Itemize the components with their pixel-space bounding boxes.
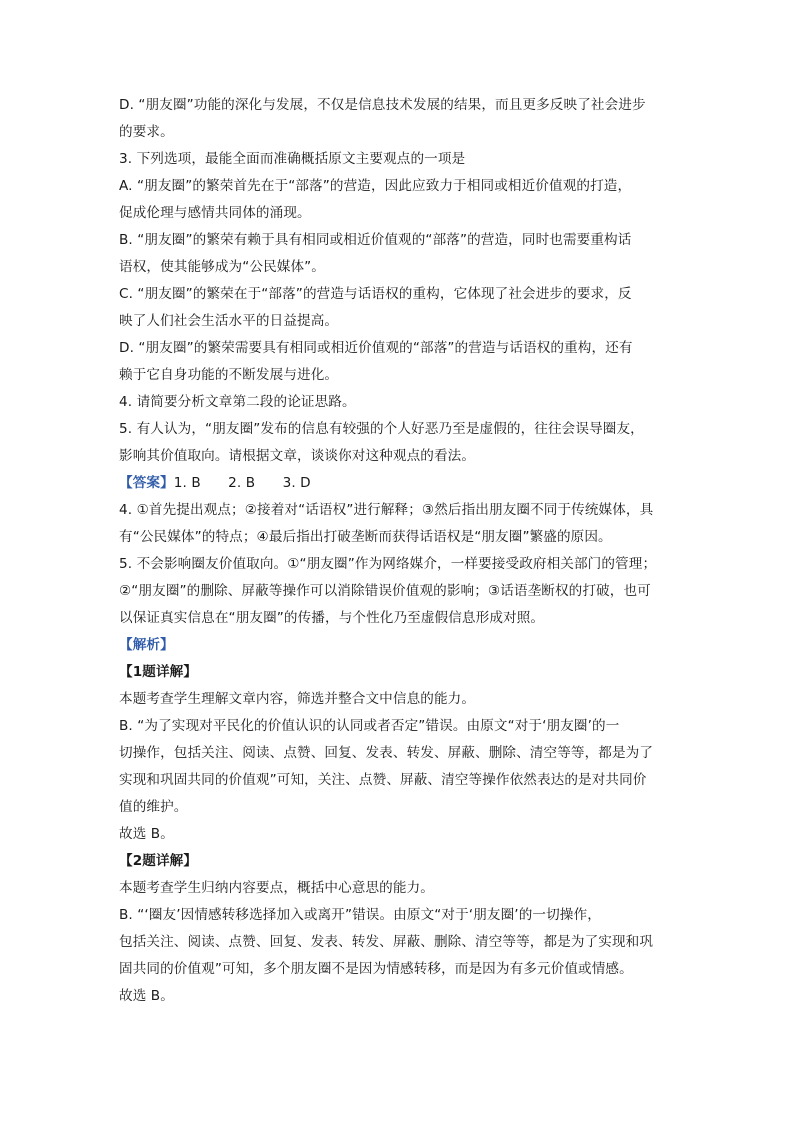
q2-conclusion: 故选 B。 (119, 988, 174, 1004)
question-5: 5. 有人认为，“朋友圈”发布的信息有较强的个人好恶乃至是虚假的，往往会误导圈友， (119, 421, 644, 437)
answer-5: 5. 不会影响圈友价值取向。①“朋友圈”作为网络媒介，一样要接受政府相关部门的管理； (119, 556, 657, 572)
text-line: B. “为了实现对平民化的价值认识的认同或者否定”错误。由原文“对于‘朋友圈’的一 (119, 718, 620, 734)
text-line: 本题考查学生理解文章内容，筛选并整合文中信息的能力。 (119, 691, 476, 707)
option-c: C. “朋友圈”的繁荣在于“部落”的营造与话语权的重构，它体现了社会进步的要求，反 (119, 286, 632, 302)
text-line: 映了人们社会生活水平的日益提高。 (119, 313, 339, 329)
text-line: 包括关注、阅读、点赞、回复、发表、转发、屏蔽、删除、清空等等，都是为了实现和巩 (119, 934, 654, 950)
document-page (119, 92, 684, 1010)
text-line: 影响其价值取向。请根据文章，谈谈你对这种观点的看法。 (119, 448, 476, 464)
analysis-label: 【解析】 (119, 637, 174, 653)
option-d: D. “朋友圈”的繁荣需要具有相同或相近价值观的“部落”的营造与话语权的重构，还有 (119, 340, 633, 356)
q1-conclusion: 故选 B。 (119, 826, 174, 842)
text-line: 赖于它自身功能的不断发展与进化。 (119, 367, 339, 383)
question-4: 4. 请简要分析文章第二段的论证思路。 (119, 394, 356, 410)
answer-line (119, 470, 684, 497)
text-line: 值的维护。 (119, 799, 188, 815)
option-b: B. “朋友圈”的繁荣有赖于具有相同或相近价值观的“部落”的营造，同时也需要重构话 (119, 232, 632, 248)
text-line: 促成伦理与感情共同体的涌现。 (119, 205, 311, 221)
text-line: D. “朋友圈”功能的深化与发展，不仅是信息技术发展的结果，而且更多反映了社会进步 (119, 97, 646, 113)
text-line: 的要求。 (119, 124, 174, 140)
question-3: 3. 下列选项，最能全面而准确概括原文主要观点的一项是 (119, 151, 466, 167)
q1-heading: 【1题详解】 (119, 664, 198, 680)
option-a: A. “朋友圈”的繁荣首先在于“部落”的营造，因此应致力于相同或相近价值观的打造， (119, 178, 632, 194)
text-line: 有“公民媒体”的特点；④最后指出打破垄断而获得话语权是“朋友圈”繁盛的原因。 (119, 529, 612, 545)
text-line: 语权，使其能够成为“公民媒体”。 (119, 259, 325, 275)
answer-text: 1. B 2. B 3. D (173, 475, 311, 491)
text-line: 切操作，包括关注、阅读、点赞、回复、发表、转发、屏蔽、删除、清空等等，都是为了 (119, 745, 654, 761)
q2-heading: 【2题详解】 (119, 853, 198, 869)
text-line: 以保证真实信息在“朋友圈”的传播，与个性化乃至虚假信息形成对照。 (119, 610, 545, 626)
text-line: B. “‘圈友’因情感转移选择加入或离开”错误。由原文“对于‘朋友圈’的一切操作， (119, 907, 601, 923)
text-line: 固共同的价值观”可知，多个朋友圈不是因为情感转移，而是因为有多元价值或情感。 (119, 961, 633, 977)
answer-label: 【答案】 (119, 475, 174, 491)
answer-4: 4. ①首先提出观点；②接着对“话语权”进行解释；③然后指出朋友圈不同于传统媒体，具 (119, 502, 654, 518)
text-line: 实现和巩固共同的价值观”可知，关注、点赞、屏蔽、清空等操作依然表达的是对共同价 (119, 772, 647, 788)
text-line: ②“朋友圈”的删除、屏蔽等操作可以消除错误价值观的影响；③话语垄断权的打破，也可 (119, 583, 651, 599)
text-line: 本题考查学生归纳内容要点，概括中心意思的能力。 (119, 880, 434, 896)
